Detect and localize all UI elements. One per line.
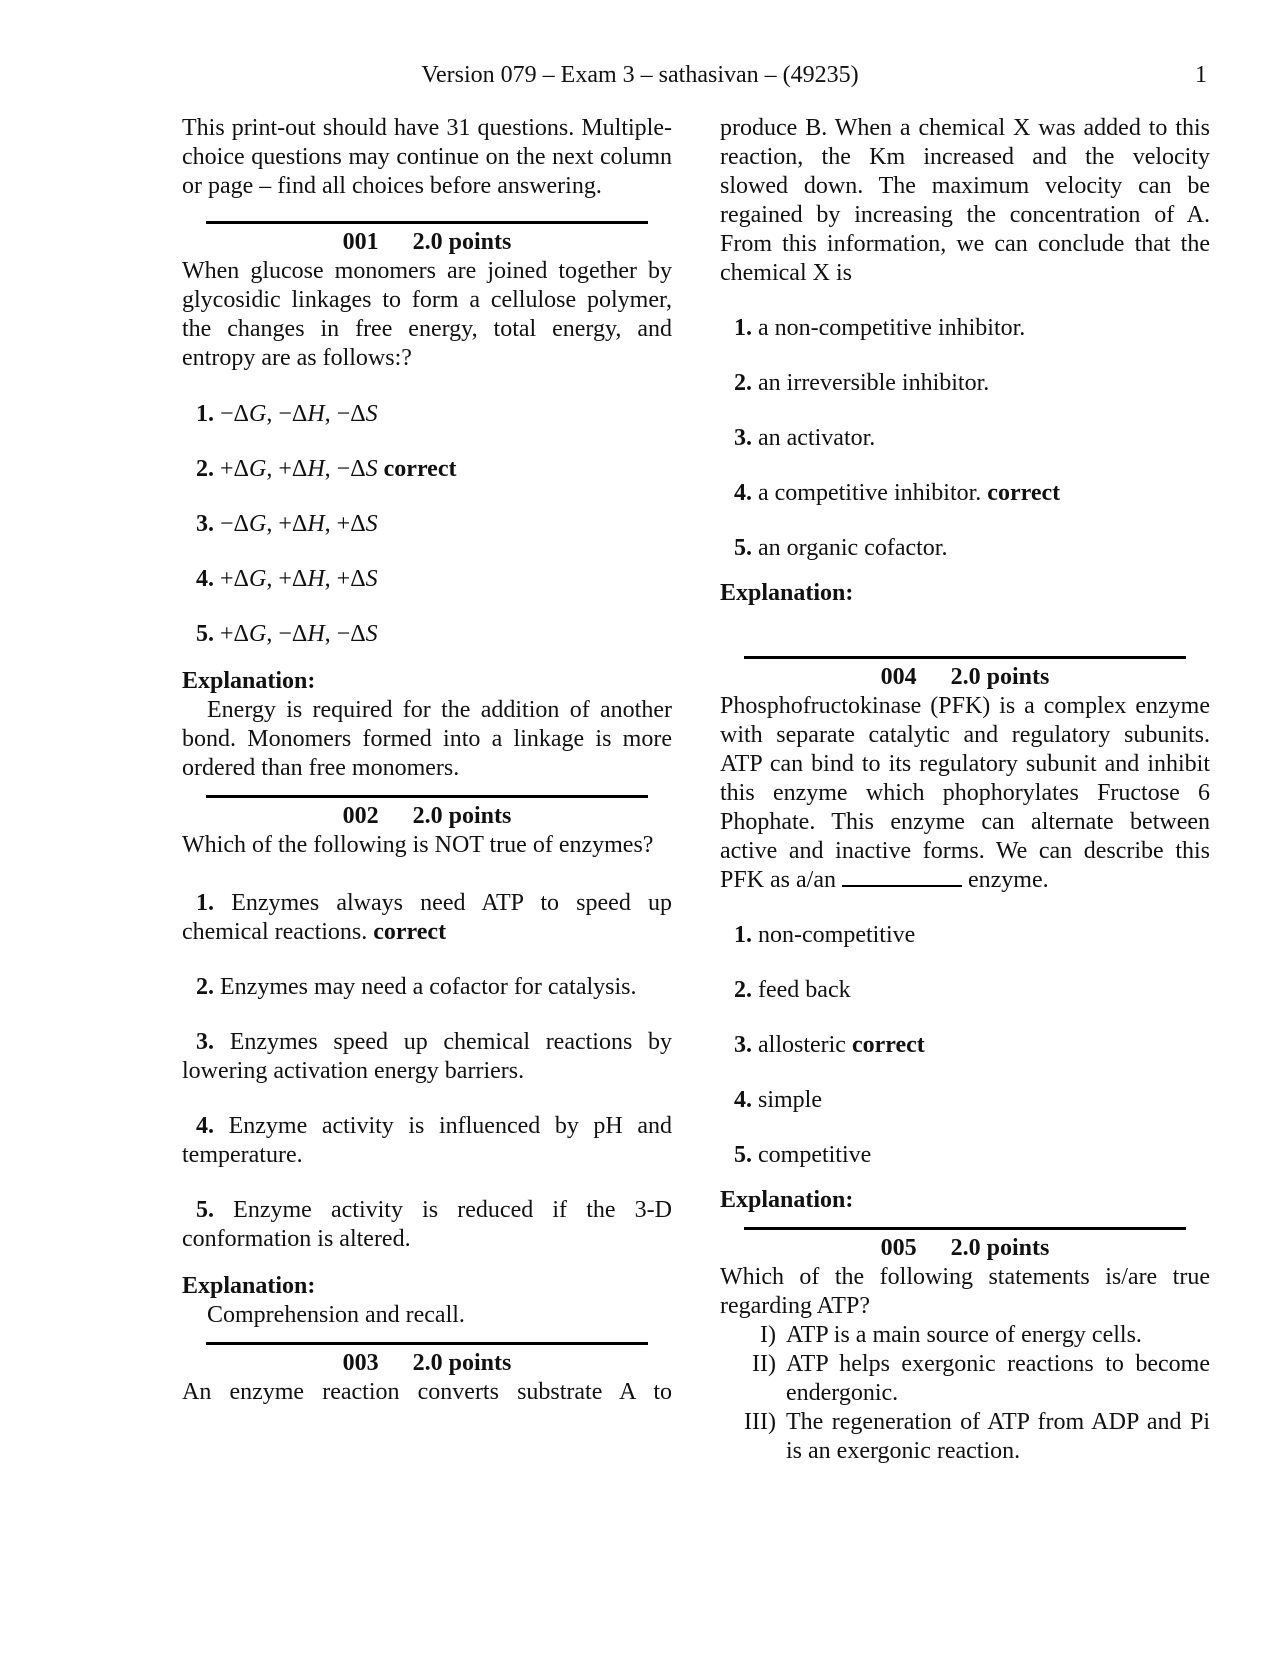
choice-001-4[interactable]: 4. +ΔG, +ΔH, +ΔS [196,566,378,592]
explanation-text: Energy is required for the addition of another bond. Monomers formed into a linkage is more ordered than free monomers. [182,697,672,781]
choice-003-1[interactable]: 1. a non-competitive inhibitor. [734,315,1026,341]
correct-marker: correct [987,480,1061,506]
choice-001-3[interactable]: 3. −ΔG, +ΔH, +ΔS [196,511,378,537]
intro-text: This print-out should have 31 questions. Multiple-choice questions may continue on the next column or page – find all choices before answering. [182,115,672,199]
choice-001-1[interactable]: 1. −ΔG, −ΔH, −ΔS [196,401,378,427]
question-header-005 [720,1234,1210,1263]
choice-004-1[interactable]: 1. non-competitive [734,922,916,948]
answer-blank [842,869,962,887]
choice-math: +ΔG, −ΔH, −ΔS [220,621,378,647]
question-header-003 [182,1349,672,1378]
statement-3: III) The regeneration of ATP from ADP and Pi is an exergonic reaction. [744,1409,1210,1464]
question-header-001 [182,228,672,257]
statement-1: I) ATP is a main source of energy cells. [760,1322,1142,1348]
choice-004-2[interactable]: 2. feed back [734,977,851,1003]
page-number: 1 [1195,62,1207,88]
explanation-label: Explanation: [720,1187,854,1213]
statement-2: II) ATP helps exergonic reactions to become endergonic. [752,1351,1210,1406]
correct-marker: correct [383,456,457,482]
choice-003-4[interactable]: 4. a competitive inhibitor. correct [734,480,1061,506]
choice-002-4[interactable]: 4. Enzyme activity is influenced by pH and temperature. [182,1113,673,1168]
correct-marker: correct [851,1032,925,1058]
question-text-004: Phosphofructokinase (PFK) is a complex enzyme with separate catalytic and regulatory subunits. ATP can bind to its regulatory subunit and inhibit this enzyme which phophorylates Fructose 6 Phophate. This enzyme can alternate between active and inactive forms. We can describe this PFK as a/an enzyme. [720,693,1210,893]
correct-marker: correct [373,919,447,945]
question-text-001: When glucose monomers are joined together by glycosidic linkages to form a cellulose polymer, the changes in free energy, total energy, and entropy are as follows:? [182,258,672,371]
question-text-003-cont: produce B. When a chemical X was added to this reaction, the Km increased and the velocity slowed down. The maximum velocity can be regained by increasing the concentration of A. From this information, we can conclude that the chemical X is [720,115,1210,286]
choice-001-2[interactable]: 2. +ΔG, +ΔH, −ΔS correct [196,456,457,482]
question-divider [206,795,648,798]
question-points: 2.0 points [950,664,1050,690]
question-header-002 [182,802,672,831]
choice-003-2[interactable]: 2. an irreversible inhibitor. [734,370,990,396]
choice-002-1[interactable]: 1. Enzymes always need ATP to speed up chemical reactions. correct [182,890,672,945]
explanation-text: Comprehension and recall. [207,1302,465,1328]
question-divider [744,1227,1186,1230]
question-header-004 [720,663,1210,692]
page-header [0,62,1280,102]
left-column [182,114,672,1407]
question-points: 2.0 points [412,229,512,255]
question-divider [744,656,1186,659]
question-points: 2.0 points [412,1350,512,1376]
choice-002-5[interactable]: 5. Enzyme activity is reduced if the 3-D conformation is altered. [182,1197,673,1252]
question-points: 2.0 points [412,803,512,829]
choice-002-2[interactable]: 2. Enzymes may need a cofactor for catalysis. [196,974,637,1000]
question-divider [206,1342,648,1345]
choice-004-3[interactable]: 3. allosteric correct [734,1032,925,1058]
choice-003-3[interactable]: 3. an activator. [734,425,876,451]
choice-math: +ΔG, +ΔH, +ΔS [220,566,378,592]
question-number: 003 [342,1350,379,1376]
question-number: 005 [880,1235,917,1261]
choice-math: −ΔG, −ΔH, −ΔS [220,401,378,427]
right-column [720,114,1210,1466]
question-text-003-start: An enzyme reaction converts substrate A to [182,1379,672,1405]
explanation-label: Explanation: [182,668,316,694]
choice-math: +ΔG, +ΔH, −ΔS [220,456,378,482]
question-divider [206,221,648,224]
exam-title: Version 079 – Exam 3 – sathasivan – (49235) [421,62,859,88]
explanation-label: Explanation: [720,580,854,606]
question-points: 2.0 points [950,1235,1050,1261]
choice-004-5[interactable]: 5. competitive [734,1142,872,1168]
choice-001-5[interactable]: 5. +ΔG, −ΔH, −ΔS [196,621,378,647]
choice-003-5[interactable]: 5. an organic cofactor. [734,535,948,561]
explanation-label: Explanation: [182,1273,316,1299]
question-text-002: Which of the following is NOT true of enzymes? [182,832,654,858]
choice-002-3[interactable]: 3. Enzymes speed up chemical reactions by lowering activation energy barriers. [182,1029,673,1084]
choice-math: −ΔG, +ΔH, +ΔS [220,511,378,537]
question-number: 001 [342,229,379,255]
question-number: 002 [342,803,379,829]
choice-004-4[interactable]: 4. simple [734,1087,822,1113]
question-number: 004 [880,664,917,690]
question-text-005: Which of the following statements is/are true regarding ATP? [720,1264,1210,1319]
